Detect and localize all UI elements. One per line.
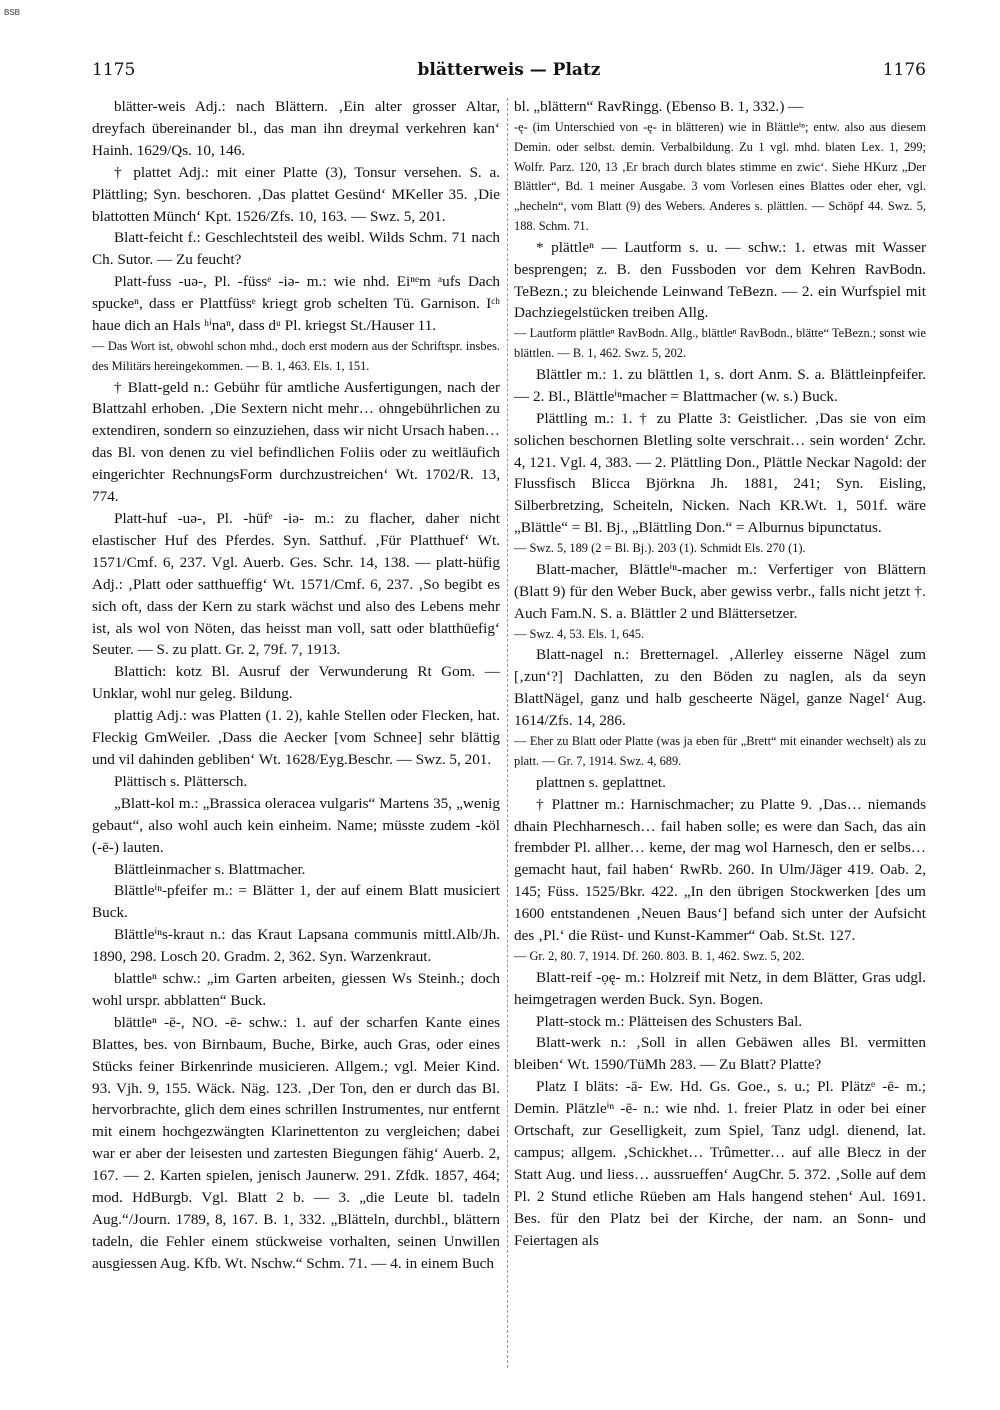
dictionary-entry: † Plattner m.: Harnischmacher; zu Platte 9. ‚Das… niemands dhain Plechharnesch… fail haben solle; es were dan Sach, das ain frembder Pl. allher… keme, der mag wol Harnesch, den er selbs… gemacht haut, fail haben‘ RwRb. 260. In Ulm/Jäger 419. Oab. 2, 145; Füss. 1525/Bkr. 422. „In den übrigen Stockwerken [des um 1600 entstandenen ‚Neuen Baus‘] befand sich unter der Aufsicht des ‚Pl.‘ die Rüst- und Kunst-Kammer“ Oab. St.St. 127. xyxy=(514,795,926,945)
entry-note: — Gr. 2, 80. 7, 1914. Df. 260. 803. B. 1, 462. Swz. 5, 202. xyxy=(514,948,805,963)
dictionary-entry: * plättleⁿ — Lautform s. u. — schw.: 1. etwas mit Wasser besprengen; z. B. den Fussboden vor dem Kehren RavBodn. TeBezn.; zu bleichende Leinwand TeBezn. — 2. ein Wurfspiel mit Dachziegelstücken treiben Allg. xyxy=(514,238,926,322)
dictionary-entry: Platt-huf -uə-, Pl. -hüfᵉ -iə- m.: zu flacher, daher nicht elastischer Huf des Pferdes. Syn. Satthuf. ‚Für Platthuef‘ Wt. 1571/Cmf. 6, 237. Vgl. Auerb. Ges. Schr. 14, 138. — platt-hüfig Adj.: ‚Platt oder satthueffig‘ Wt. 1571/Cmf. 6, 237. ‚So begibt es sich oft, dass der Kern zu stark wächst und also des Lebens mehr ist, als wol von Nöten, das heisst man voll, satt oder blatthüefig‘ Seuter. — S. zu platt. Gr. 2, 79f. 7, 1913. xyxy=(92,510,500,659)
dictionary-entry: Blatt-macher, Blättleⁱⁿ-macher m.: Verfertiger von Blättern (Blatt 9) für den Weber Buck, aber gewiss verbr., falls nicht jetzt †. Auch Fam.N. S. a. Blättler 2 und Blättersetzer. xyxy=(514,560,926,622)
dictionary-entry: Blättleⁱⁿ-pfeifer m.: = Blätter 1, der auf einem Blatt musiciert Buck. xyxy=(92,882,500,922)
dictionary-entry: Platz I bläts: -ā- Ew. Hd. Gs. Goe., s. u.; Pl. Plätzᵉ -ē- m.; Demin. Plätzleⁱⁿ -ē- n.: wie nhd. 1. freier Platz in oder bei einer Ortschaft, zur Geselligkeit, zum Spiel, Tanz udgl. dienend, lat. campus; allgem. ‚Schickhet… Trûmetter… auf alle Blecz in der Statt Aug. und liess… aussrueffen‘ AugChr. 5. 372. ‚Solle auf dem Pl. 2 Stund etliche Rüeben am Hals hangend stehen‘ Aul. 1691. Bes. für den Platz bei der Kirche, der nam. an Sonn- und Feiertagen als xyxy=(514,1078,926,1249)
dictionary-entry: Blatt-feicht f.: Geschlechtsteil des weibl. Wilds Schm. 71 nach Ch. Sutor. — Zu feucht? xyxy=(92,229,500,269)
dictionary-entry: blättleⁿ -ē-, NO. -ē- schw.: 1. auf der scharfen Kante eines Blattes, bes. von Birnbaum, Buche, Birke, auch Gras, oder eines Stücks feiner Birkenrinde musicieren. Allgem.; vgl. Meier Kind. 93. Vjh. 9, 155. Wäck. Näg. 123. ‚Der Ton, den er durch das Bl. hervorbrachte, glich dem eines schrillen Instrumentes, nur entfernt mit einem hochgezwängten Klarinettenton zu vergleichen; dabei war er aber der leisesten und zartesten Biegungen fähig‘ Auerb. 2, 167. — 2. Karten spielen, jenisch Jaunerw. 291. Zfdk. 1857, 464; mod. HdBurgb. Vgl. Blatt 2 b. — 3. „die Leute bl. tadeln Aug.“/Journ. 1789, 8, 167. B. 1, 332. „Blätteln, durchbl., blättern tadeln, die Fehler einem stückweise vorhalten, seinen Unwillen ausgiessen Aug. Kfb. Wt. Nschw.“ Schm. 71. — 4. in einem Buch xyxy=(92,1013,500,1272)
dictionary-entry: Blatt-reif -ọę- m.: Holzreif mit Netz, in dem Blätter, Gras udgl. heimgetragen werden Buck. Syn. Bogen. xyxy=(514,968,926,1008)
dictionary-entry: Plättling m.: 1. † zu Platte 3: Geistlicher. ‚Das sie von eim solichen beschornen Bletling solte verschrait… sein worden‘ Zchr. 4, 121. Vgl. 4, 383. — 2. Plättling Don., Plättle Neckar Nagold: der Flussfisch Blicca Björkna Jh. 1881, 241; Syn. Eisling, Silberbretzing, Scheiteln, Nicken. Nach KR.Wt. 1, 501f. wäre „Blättle“ = Bl. Bj., „Blättling Don.“ = Alburnus bipunctatus. xyxy=(514,409,926,537)
dictionary-entry: Blättler m.: 1. zu blättlen 1, s. dort Anm. S. a. Blättleinpfeifer. — 2. Bl., Blättleⁱⁿmacher = Blattmacher (w. s.) Buck. xyxy=(514,365,926,405)
dictionary-entry: Blättleⁱⁿs-kraut n.: das Kraut Lapsana communis mittl.Alb/Jh. 1890, 298. Losch 20. Gradm. 2, 362. Syn. Warzenkraut. xyxy=(92,926,500,966)
column-divider xyxy=(507,98,508,1368)
column-right xyxy=(514,96,926,1386)
page-number-right: 1176 xyxy=(882,60,926,80)
library-stamp: BSB xyxy=(4,8,21,17)
dictionary-entry: blattleⁿ schw.: „im Garten arbeiten, giessen Ws Steinh.; doch wohl urspr. abblatten“ Buck. xyxy=(92,970,500,1009)
entry-note: — Eher zu Blatt oder Platte (was ja eben für „Brett“ mit einander wechselt) als zu platt. — Gr. 7, 1914. Swz. 4, 689. xyxy=(514,734,926,768)
dictionary-entry: bl. „blättern“ RavRingg. (Ebenso B. 1, 332.) — xyxy=(514,98,804,115)
entry-note: -ę- (im Unterschied von -ę- in blätteren) wie in Blättleⁱⁿ; entw. also aus diesem Demin. oder selbst. demin. Verbalbildung. Zu 1 vgl. mhd. blaten Lex. 1, 299; Wolfr. Parz. 120, 13 ‚Er brach durch blates stimme en zwic‘. Siehe HKurz „Der Blättler“, Bd. 1 meiner Ausgabe. 3 vom Vorlesen eines Blattes oder eher, vgl. „hecheln“, vom Blatt (9) des Webers. Anderes s. plättlen. — Schöpf 44. Swz. 5, 188. Schm. 71. xyxy=(514,119,926,233)
dictionary-entry: Platt-stock m.: Plätteisen des Schusters Bal. xyxy=(536,1012,803,1030)
dictionary-entry: † plattet Adj.: mit einer Platte (3), Tonsur versehen. S. a. Plättling; Syn. beschoren. ‚Das plattet Gesünd‘ MKeller 35. ‚Die blattotten Münch‘ Kpt. 1526/Zfs. 10, 163. — Swz. 5, 201. xyxy=(92,163,500,225)
dictionary-entry: Plättisch s. Plättersch. xyxy=(114,772,248,790)
page-number-left: 1175 xyxy=(92,60,136,80)
dictionary-entry: blätter-weis Adj.: nach Blättern. ‚Ein alter grosser Altar, dreyfach übereinander bl., das man ihn dreymal verkehren kan‘ Hainh. 1629/Qs. 10, 146. xyxy=(92,98,500,159)
entry-note: — Lautform plättleⁿ RavBodn. Allg., blättleⁿ RavBodn., blätte“ TeBezn.; sonst wie blättlen. — B. 1, 462. Swz. 5, 202. xyxy=(514,326,926,361)
column-left xyxy=(92,96,500,1386)
page-header xyxy=(92,60,926,86)
entry-note: — Das Wort ist, obwohl schon mhd., doch erst modern aus der Schriftspr. insbes. des Militärs hereingekommen. — B. 1, 463. Els. 1, 151. xyxy=(92,338,500,373)
dictionary-entry: Blatt-nagel n.: Bretternagel. ‚Allerley eisserne Nägel zum [‚zun‘?] Dachlatten, zu den Böden zu naglen, als da seyn BlattNägel, ganz und halb gescheerte Nägel, ganze Nagel‘ Aug. 1614/Zfs. 14, 286. xyxy=(514,646,926,730)
dictionary-entry: † Blatt-geld n.: Gebühr für amtliche Ausfertigungen, nach der Blattzahl erhoben. ‚Die Sextern nicht mehr… ohngebührlichen zu extendiren, sondern so einzuziehen, dass wir nicht Ursach haben… das Bl. von denen zu viel befindlichen Foliis oder zu weitläufich eingerichter RechnungsForm durchzustreichen‘ Wt. 1702/R. 13, 774. xyxy=(92,378,500,506)
entry-note: — Swz. 5, 189 (2 = Bl. Bj.). 203 (1). Schmidt Els. 270 (1). xyxy=(514,541,806,556)
dictionary-entry: Blättleinmacher s. Blattmacher. xyxy=(114,860,306,878)
dictionary-entry: Platt-fuss -uə-, Pl. -füssᵉ -iə- m.: wie nhd. Eiⁿᵉm ᵃufs Dach spuckeⁿ, dass er Plattfüssᵉ kriegt grob schelten Tü. Garnison. Iᶜʰ haue dich an Hals ʰⁱnaⁿ, dass dᵘ Pl. kriegst St./Hauser 11. xyxy=(92,273,500,335)
dictionary-entry: „Blatt-kol m.: „Brassica oleracea vulgaris“ Martens 35, „wenig gebaut“, also wohl auch kein einheim. Name; müsste zudem -köl (-ē-) lauten. xyxy=(92,794,500,856)
dictionary-entry: Blattich: kotz Bl. Ausruf der Verwunderung Rt Gom. — Unklar, wohl nur geleg. Bildung. xyxy=(92,663,500,703)
entry-note: — Swz. 4, 53. Els. 1, 645. xyxy=(514,626,645,641)
dictionary-entry: plattnen s. geplattnet. xyxy=(536,773,666,791)
dictionary-entry: Blatt-werk n.: ‚Soll in allen Gebäwen alles Bl. vermitten bleiben‘ Wt. 1590/TüMh 283. — Zu Blatt? Platte? xyxy=(514,1034,926,1074)
running-title: blätterweis — Platz xyxy=(417,60,601,80)
dictionary-entry: plattig Adj.: was Platten (1. 2), kahle Stellen oder Flecken, hat. Fleckig GmWeiler. ‚Dass die Aecker [vom Schnee] sehr blättig und vil dahinden gebliben‘ Wt. 1628/Eyg.Beschr. — Swz. 5, 201. xyxy=(92,707,500,768)
